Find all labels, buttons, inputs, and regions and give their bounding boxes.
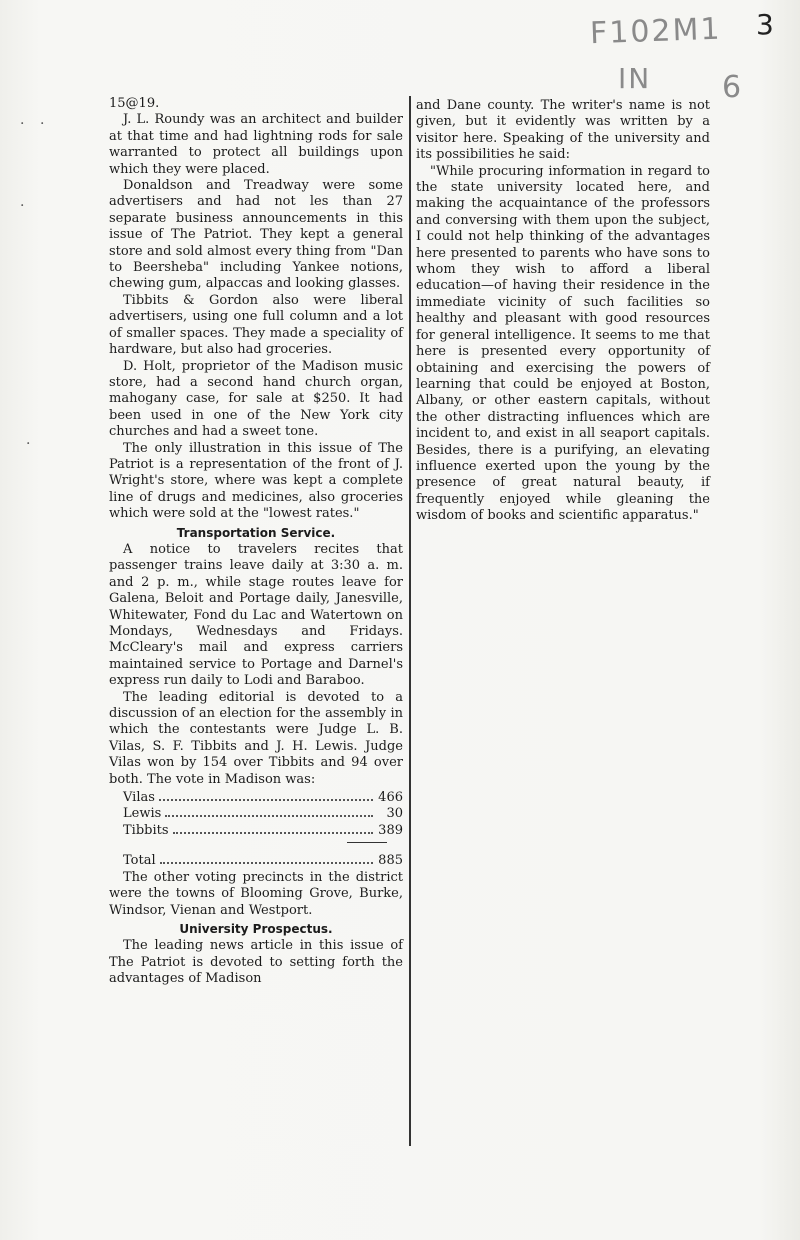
paragraph: and Dane county. The writer's name is not given, but it evidently was written by a visitor here. Speaking of the university and its possibilities he said: (416, 98, 710, 163)
vote-row (123, 823, 403, 839)
leader-dots (173, 832, 373, 834)
total-label: Total (123, 853, 156, 869)
handwritten-in: IN (618, 62, 652, 95)
paragraph: The leading news article in this issue of The Patriot is devoted to setting forth the advantages of Madison (109, 938, 403, 987)
margin-speck: · (40, 116, 45, 132)
page-number: 3 (756, 8, 776, 41)
leader-dots (165, 815, 373, 817)
total-count: 885 (378, 853, 403, 869)
margin-speck: · (26, 436, 31, 452)
left-article-column (109, 96, 411, 1146)
leader-dots (159, 799, 373, 801)
vote-total-row (123, 853, 403, 869)
candidate-name: Tibbits (123, 822, 169, 838)
price-header: 15@19. (109, 96, 160, 111)
paragraph: D. Holt, proprietor of the Madison music store, had a second hand church organ, mahogany case, for sale at $250. It had been used in one of the New York city churches and had a sweet tone. (109, 358, 403, 440)
handwritten-code: F102M1 (589, 11, 723, 52)
vote-tally (123, 790, 403, 870)
transportation-subheading: Transportation Service. (176, 525, 336, 540)
vote-count: 466 (378, 790, 403, 806)
paragraph: Tibbits & Gordon also were liberal advertisers, using one full column and a lot of smaller spaces. They made a speciality of hardware, but also had groceries. (109, 292, 403, 358)
vote-count: 30 (386, 806, 403, 822)
paragraph: A notice to travelers recites that passenger trains leave daily at 3:30 a. m. and 2 p. m., while stage routes leave for Galena, Beloit and Portage daily, Janesville, Whitewater, Fond du Lac and Watertown on Mondays, Wednesdays and Fridays. McCleary's mail and express carriers maintained service to Portage and Darnel's express run daily to Lodi and Baraboo. (109, 541, 403, 689)
paragraph: Donaldson and Treadway were some advertisers and had not les than 27 separate business announcements in this issue of The Patriot. They kept a general store and sold almost every thing from "Dan to Beersheba" including Yankee notions, chewing gum, alpaccas and looking glasses. (109, 178, 403, 292)
vote-count: 389 (378, 822, 403, 838)
margin-speck: · (20, 198, 25, 214)
handwritten-six: 6 (722, 70, 744, 105)
leader-dots (160, 862, 373, 864)
sum-rule (347, 842, 387, 843)
paragraph: The only illustration in this issue of The Patriot is a representation of the front of J. Wright's store, where was kept a complete line of drugs and medicines, also groceries which were sold at the "lowest rates." (109, 440, 403, 522)
quotation-paragraph: "While procuring information in regard to the state university located here, and making the acquaintance of the professors and conversing with them upon the subject, I could not help thinking of the advantages here presented to parents who have sons to whom they wish to afford a liberal education—of having their residence in the immediate vicinity of such facilities so healthy and pleasant with good resources for general intelligence. It seems to me that here is presented every opportunity of obtaining and exercising the powers of learning that could be enjoyed at Boston, Albany, or other eastern capitals, without the other distracting influences which are incident to, and exist in all seaport capitals. Besides, there is a purifying, an elevating influence exerted upon the young by the presence of great natural beauty, if frequently enjoyed while gleaning the wisdom of books and scientific apparatus." (416, 163, 710, 524)
right-article-column (414, 98, 710, 525)
candidate-name: Lewis (123, 806, 162, 822)
candidate-name: Vilas (123, 790, 155, 806)
paragraph: The other voting precincts in the district were the towns of Blooming Grove, Burke, Windsor, Vienan and Westport. (109, 869, 403, 918)
paragraph: J. L. Roundy was an architect and builder at that time and had lightning rods for sale warranted to protect all buildings upon which they were placed. (109, 112, 403, 177)
margin-speck: · (20, 116, 25, 132)
vote-row (123, 790, 403, 806)
paragraph: The leading editorial is devoted to a discussion of an election for the assembly in which the contestants were Judge L. B. Vilas, S. F. Tibbits and J. H. Lewis. Judge Vilas won by 154 over Tibbits and 94 over both. The vote in Madison was: (109, 689, 403, 787)
vote-row (123, 806, 403, 822)
university-subheading: University Prospectus. (179, 921, 333, 936)
